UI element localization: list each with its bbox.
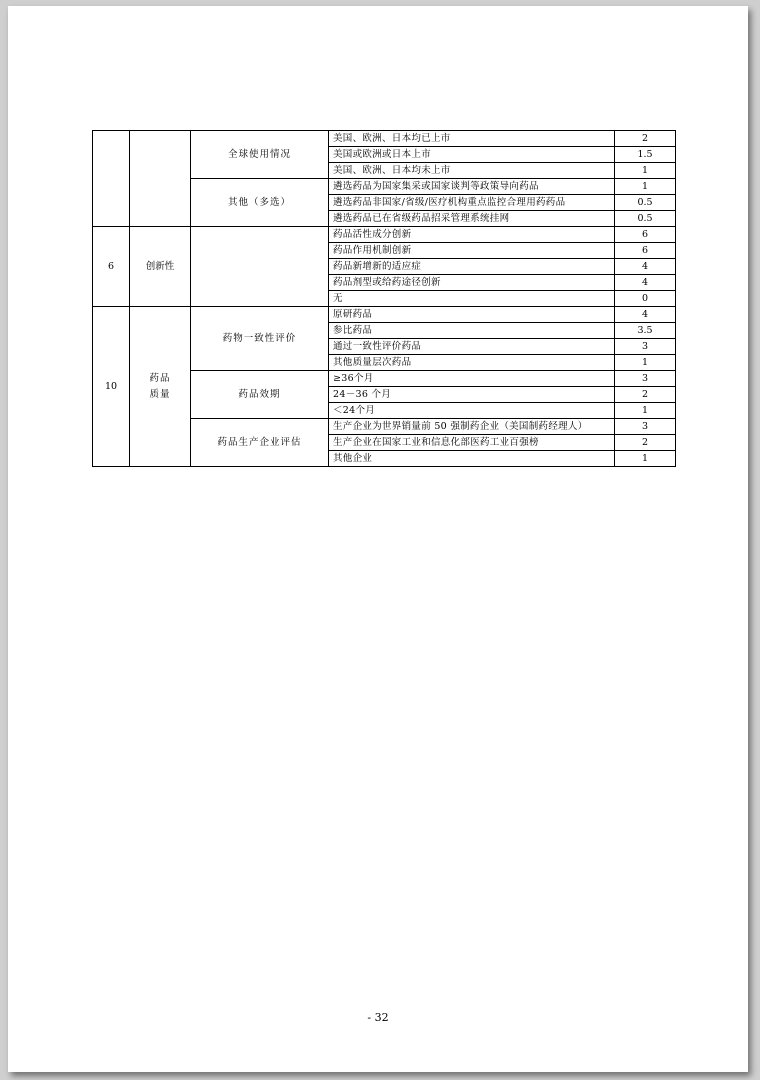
score-cell: 6 (615, 243, 676, 259)
score-cell: 4 (615, 275, 676, 291)
option-cell: 遴选药品非国家/省级/医疗机构重点监控合理用药药品 (329, 195, 615, 211)
option-cell: 药品剂型或给药途径创新 (329, 275, 615, 291)
option-cell: 其他企业 (329, 451, 615, 467)
score-cell: 1 (615, 451, 676, 467)
option-cell: 24－36 个月 (329, 387, 615, 403)
score-cell: 2 (615, 387, 676, 403)
index-cell: 10 (93, 307, 130, 467)
option-cell: 药品新增新的适应症 (329, 259, 615, 275)
score-cell: 2 (615, 435, 676, 451)
option-cell: 美国、欧洲、日本均已上市 (329, 131, 615, 147)
option-cell: 遴选药品为国家集采或国家谈判等政策导向药品 (329, 179, 615, 195)
option-cell: 生产企业在国家工业和信息化部医药工业百强榜 (329, 435, 615, 451)
score-cell: 2 (615, 131, 676, 147)
category-cell (130, 307, 191, 467)
option-cell: 参比药品 (329, 323, 615, 339)
category-cell: 创新性 (130, 227, 191, 307)
score-cell: 3 (615, 371, 676, 387)
category-cell-empty (130, 131, 191, 227)
score-cell: 1.5 (615, 147, 676, 163)
drug-evaluation-table (92, 130, 676, 467)
score-cell: 0.5 (615, 211, 676, 227)
table-row (93, 131, 676, 147)
table-row (93, 307, 676, 323)
subcategory-cell: 其他（多选） (191, 179, 329, 227)
category-line-2: 质量 (149, 388, 171, 400)
score-cell: 3.5 (615, 323, 676, 339)
option-cell: 通过一致性评价药品 (329, 339, 615, 355)
subcategory-cell-empty (191, 227, 329, 307)
score-cell: 4 (615, 259, 676, 275)
subcategory-cell: 药物一致性评价 (191, 307, 329, 371)
option-cell: 原研药品 (329, 307, 615, 323)
score-cell: 1 (615, 163, 676, 179)
score-cell: 3 (615, 419, 676, 435)
table-row (93, 227, 676, 243)
option-cell: 药品活性成分创新 (329, 227, 615, 243)
score-cell: 1 (615, 179, 676, 195)
option-cell: 生产企业为世界销量前 50 强制药企业（美国制药经理人） (329, 419, 615, 435)
category-line-1: 药品 (149, 372, 171, 384)
option-cell: 其他质量层次药品 (329, 355, 615, 371)
option-cell: 无 (329, 291, 615, 307)
option-cell: 药品作用机制创新 (329, 243, 615, 259)
score-cell: 0 (615, 291, 676, 307)
score-cell: 0.5 (615, 195, 676, 211)
option-cell: 美国、欧洲、日本均未上市 (329, 163, 615, 179)
score-cell: 4 (615, 307, 676, 323)
subcategory-cell: 药品生产企业评估 (191, 419, 329, 467)
page-number: - 32 (367, 1011, 389, 1024)
subcategory-cell: 药品效期 (191, 371, 329, 419)
option-cell: ≥36个月 (329, 371, 615, 387)
option-cell: ＜24个月 (329, 403, 615, 419)
option-cell: 遴选药品已在省级药品招采管理系统挂网 (329, 211, 615, 227)
index-cell: 6 (93, 227, 130, 307)
subcategory-cell: 全球使用情况 (191, 131, 329, 179)
score-cell: 6 (615, 227, 676, 243)
score-cell: 1 (615, 403, 676, 419)
document-page (8, 6, 748, 1072)
score-cell: 1 (615, 355, 676, 371)
index-cell-empty (93, 131, 130, 227)
score-cell: 3 (615, 339, 676, 355)
option-cell: 美国或欧洲或日本上市 (329, 147, 615, 163)
